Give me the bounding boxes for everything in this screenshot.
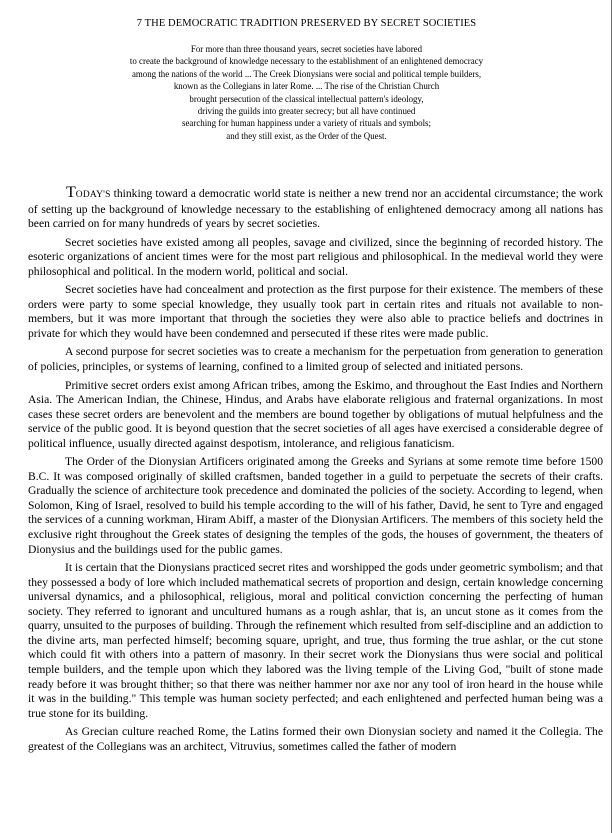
epigraph-line: and they still exist, as the Order of the Quest.: [226, 130, 387, 141]
body-paragraph-7: It is certain that the Dionysians practiced secret rites and worshipped the gods under geometric symbolism; and that they possessed a body of lore which included mathematical secrets of proportion and design, certain knowledge concerning universal dynamics, and a philosophical, religious, moral and political conviction concerning the perfecting of human society. They referred to ignorant and uncultured humans as a rough ashlar, that is, an uncut stone as it comes from the quarry, unsuited to the purposes of building. Through the refinement which resulted from self-discipline and an addiction to the divine arts, man perfected himself; becoming square, upright, and true, thus forming the true ashlar, or the cut stone which could fit with others into a pattern of masonry. In their secret work the Dionysians thus were social and political temple builders, and the temple upon which they labored was the living temple of the Living God, "built of stone made ready before it was brought thither; so that there was neither hammer nor axe nor any tool of iron heard in the house while it was in the building." This temple was human society perfected; and each enlightened and perfected human being was a true stone for its building.: [28, 561, 603, 720]
body-paragraph-2: Secret societies have existed among all peoples, savage and civilized, since the beginning of recorded history. The esoteric organizations of ancient times were for the most part religious and philosophical. In the medieval world they were philosophical and political. In the modern world, political and social.: [28, 235, 603, 278]
body-paragraph-1: [28, 184, 603, 232]
epigraph-line: known as the Collegians in later Rome. ... The rise of the Christian Church: [173, 81, 440, 92]
body-paragraph-text: thinking toward a democratic world state is neither a new trend nor an accidental circumstance; the work of setting up the background of knowledge necessary to the establishing of enlightened democracy among all nations has been carried on for many hundreds of years by secret societies.: [28, 187, 603, 231]
chapter-epigraph: [0, 43, 613, 142]
body-paragraph-4: A second purpose for secret societies was to create a mechanism for the perpetuation from generation to generation of policies, principles, or systems of learning, confined to a limited group of selected and initiated persons.: [28, 345, 603, 374]
epigraph-line: brought persecution of the classical intellectual pattern's ideology,: [189, 93, 424, 104]
body-paragraph-3: Secret societies have had concealment and protection as the first purpose for their existence. The members of these orders were party to some special knowledge, they usually took part in certain rites and rituals not available to non-members, but it was more important that through the societies they were also able to practice beliefs and doctrines in private for which they would have been condemned and persecuted if these rites were made public.: [28, 283, 603, 340]
small-caps-word: ODAY'S: [75, 190, 111, 200]
body-text: [28, 184, 603, 758]
body-paragraph-5: Primitive secret orders exist among African tribes, among the Eskimo, and throughout the East Indies and Northern Asia. The American Indian, the Chinese, Hindus, and Arabs have elaborate religious and fraternal organizations. In most cases these secret orders are benevolent and the members are bound together by obligations of mutual helpfulness and the service of the public good. It is beyond question that the secret societies of all ages have exercised a considerable degree of political influence, usually directed against despotism, intolerance, and religious fanaticism.: [28, 378, 603, 450]
body-paragraph-6: The Order of the Dionysian Artificers originated among the Greeks and Syrians at some remote time before 1500 B.C. It was composed originally of skilled craftsmen, banded together in a guild to perpetuate the secrets of their crafts. Gradually the science of architecture took precedence and dominated the policies of the society. According to legend, when Solomon, King of Israel, resolved to build his temple according to the will of his father, David, he sent to Tyre and engaged the services of a cunning workman, Hiram Abiff, a master of the Dionysian Artificers. The members of this society held the exclusive right throughout the Greek states of designing the temples of the gods, the houses of government, the theaters of Dionysius and the buildings used for the public games.: [28, 455, 603, 556]
chapter-title: 7 THE DEMOCRATIC TRADITION PRESERVED BY SECRET SOCIETIES: [136, 18, 477, 29]
epigraph-line: to create the background of knowledge necessary to the establishment of an enlightened democracy: [129, 56, 484, 67]
drop-cap: T: [66, 184, 76, 201]
body-paragraph-8: As Grecian culture reached Rome, the Latins formed their own Dionysian society and named it the Collegia. The greatest of the Collegians was an architect, Vitruvius, sometimes called the father of modern: [28, 725, 603, 753]
epigraph-line: For more than three thousand years, secret societies have labored: [190, 44, 423, 54]
epigraph-line: searching for human happiness under a variety of rituals and symbols;: [182, 118, 431, 129]
epigraph-line: driving the guilds into greater secrecy; but all have continued: [197, 106, 416, 117]
epigraph-line: among the nations of the world ... The Creek Dionysians were social and political temple builders,: [131, 68, 482, 79]
